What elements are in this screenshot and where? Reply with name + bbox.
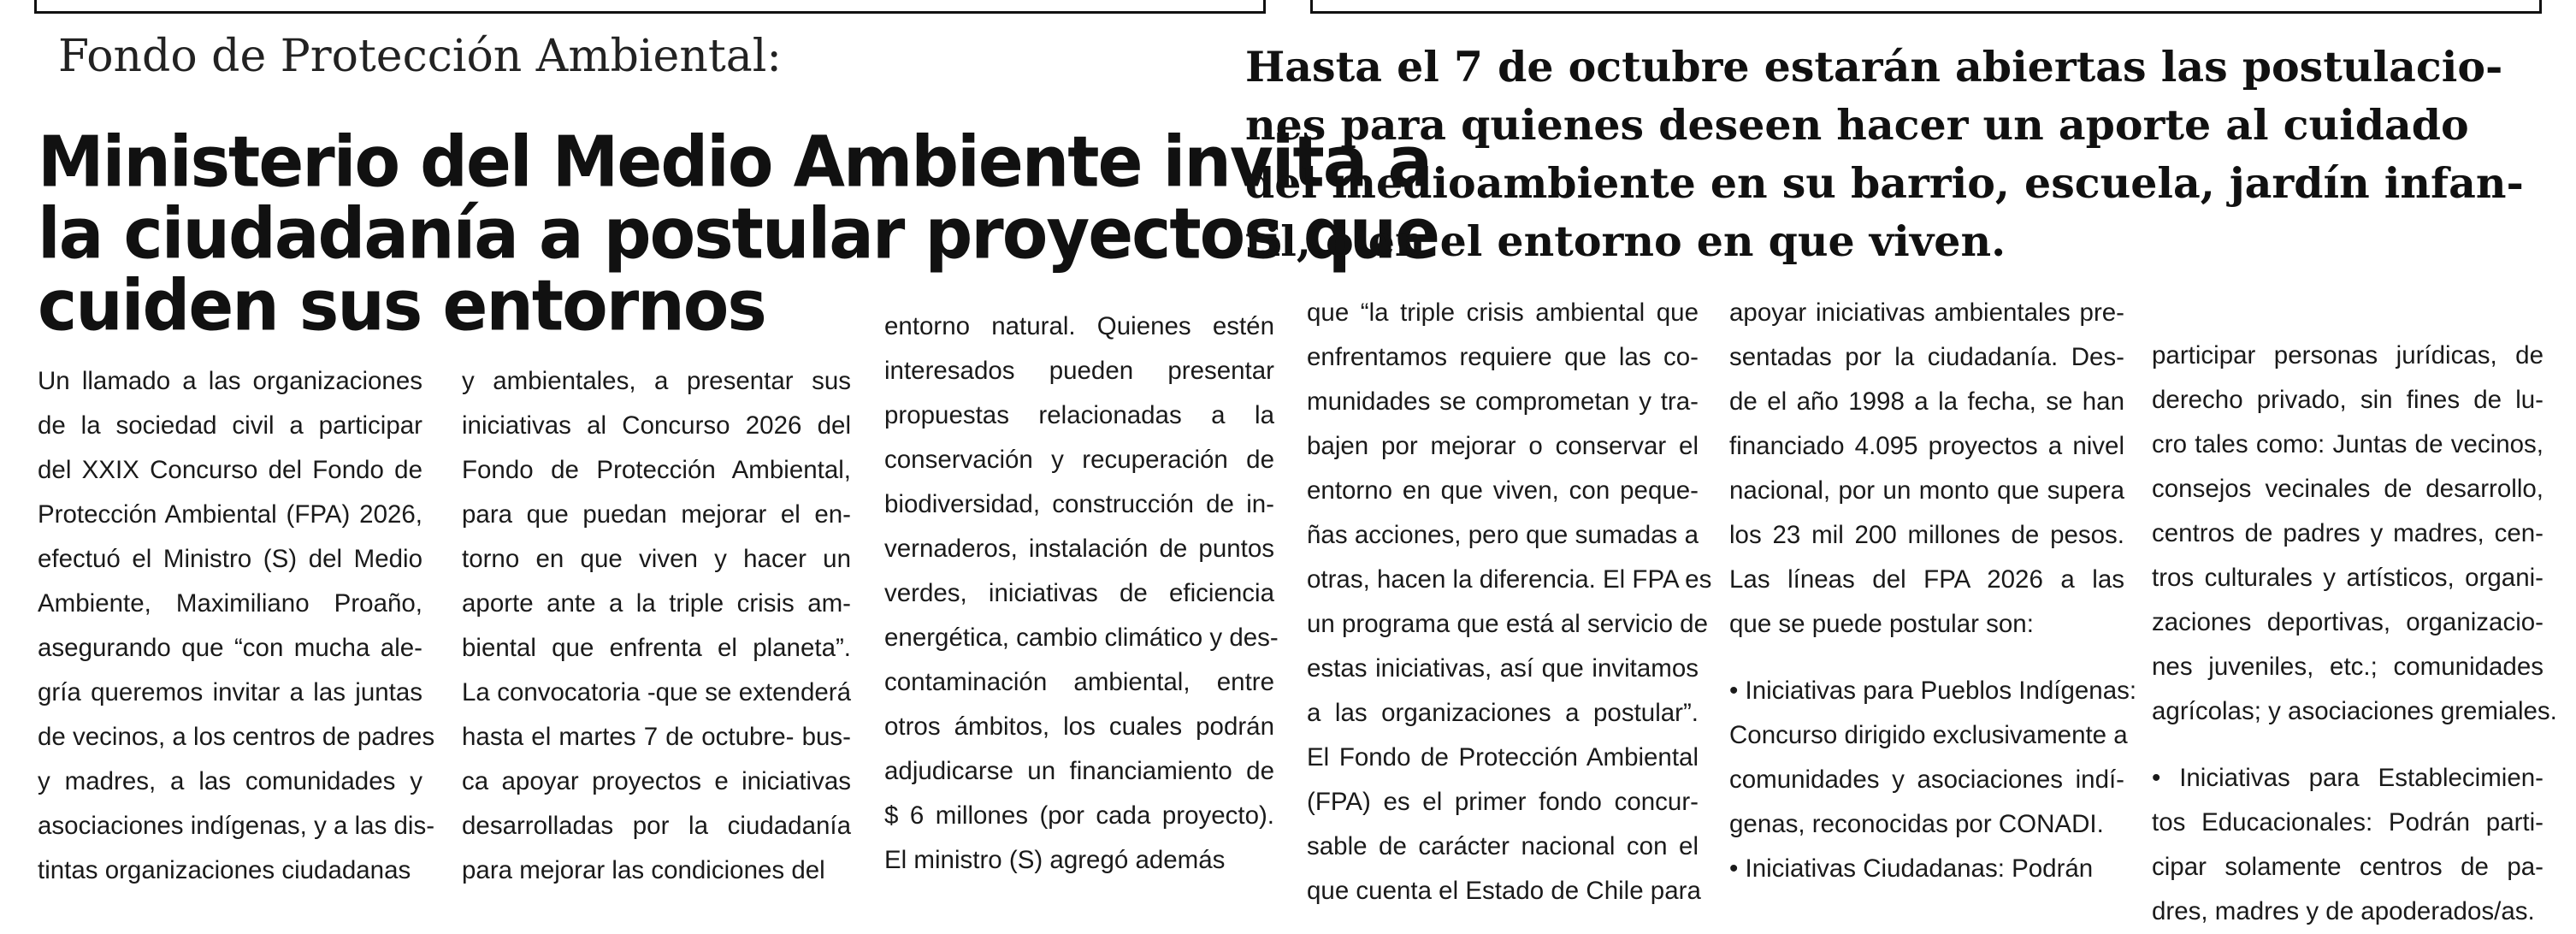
subheadline-line: nes para quienes deseen hacer un aporte al cuidado [1245,100,2469,150]
body-text-line: energética, cambio climático y des- [884,624,1279,652]
body-text-line: participar personas jurídicas, de [2152,341,2544,369]
body-text-line: entorno natural. Quienes estén [884,312,1274,340]
body-text-line: para que puedan mejorar el en- [462,500,851,529]
body-text-line: torno en que viven y hacer un [462,545,851,573]
body-text-line: nes juveniles, etc.; comunidades [2152,653,2544,681]
top-border-right [1310,0,2542,14]
body-column-3 [884,304,1279,883]
body-text-line: para mejorar las condiciones del [462,856,825,884]
body-text-line: bajen por mejorar o conservar el [1307,432,1699,460]
body-text-line: zaciones deportivas, organizacio- [2152,608,2544,636]
body-text-line: ñas acciones, pero que sumadas a [1307,521,1699,549]
body-text-line: La convocatoria -que se extenderá [462,678,851,706]
body-text-line: biental que enfrenta el planeta”. [462,634,851,662]
body-text-line: efectuó el Ministro (S) del Medio [38,545,422,573]
subheadline-line: Hasta el 7 de octubre estarán abiertas las postulacio- [1245,42,2503,92]
body-text-line: que cuenta el Estado de Chile para [1307,877,1701,905]
body-text-line: tros culturales y artísticos, organi- [2152,564,2544,592]
body-text-line: que se puede postular son: [1729,610,2034,638]
body-text-line: consejos vecinales de desarrollo, [2152,475,2544,503]
body-text-line: un programa que está al servicio de [1307,610,1708,638]
body-text-line: genas, reconocidas por CONADI. [1729,810,2104,838]
body-text-line: hasta el martes 7 de octubre- bus- [462,723,851,751]
body-text-line: conservación y recuperación de [884,446,1274,474]
body-text-line: estas iniciativas, así que invitamos [1307,654,1699,683]
body-text-line: asociaciones indígenas, y a las dis- [38,812,435,840]
body-text-line: del XXIX Concurso del Fondo de [38,456,422,484]
body-text-line: entorno en que viven, con peque- [1307,476,1699,505]
body-text-line: a las organizaciones a postular”. [1307,699,1699,727]
body-text-line: y ambientales, a presentar sus [462,367,851,395]
body-text-line: de la sociedad civil a participar [38,411,422,440]
body-text-line: dres, madres y de apoderados/as. [2152,897,2535,925]
body-text-line: sable de carácter nacional con el [1307,832,1699,860]
body-text-line: Ambiente, Maximiliano Proaño, [38,589,422,618]
body-text-line: derecho privado, sin fines de lu- [2152,386,2544,414]
body-text-line: Fondo de Protección Ambiental, [462,456,851,484]
article-subheadline [1245,38,2528,270]
body-text-line: cro tales como: Juntas de vecinos, [2152,430,2544,458]
headline-line: la ciudadanía a postular proyectos que [38,193,1439,275]
body-text-line: interesados pueden presentar [884,357,1274,385]
body-text-line: comunidades y asociaciones indí- [1729,766,2124,794]
body-text-line: gría queremos invitar a las juntas [38,678,422,706]
body-text-line: otras, hacen la diferencia. El FPA es [1307,565,1712,594]
body-text-line: desarrolladas por la ciudadanía [462,812,851,840]
body-text-line [2152,734,2544,756]
body-text-line: adjudicarse un financiamiento de [884,757,1274,785]
body-text-line: sentadas por la ciudadanía. Des- [1729,343,2124,371]
headline-line: Ministerio del Medio Ambiente invita a [38,121,1432,204]
body-text-line: de vecinos, a los centros de padres [38,723,435,751]
body-text-line: propuestas relacionadas a la [884,401,1274,429]
body-column-4 [1307,291,1712,913]
body-text-line: financiado 4.095 proyectos a nivel [1729,432,2124,460]
body-text-line: • Iniciativas para Pueblos Indígenas: [1729,677,2137,705]
body-text-line [1729,647,2124,669]
article-kicker: Fondo de Protección Ambiental: [58,31,782,82]
body-text-line: de el año 1998 a la fecha, se han [1729,387,2124,416]
body-text-line: contaminación ambiental, entre [884,668,1274,696]
headline-line: cuiden sus entornos [38,265,765,347]
body-text-line: centros de padres y madres, cen- [2152,519,2544,547]
body-text-line: agrícolas; y asociaciones gremiales. [2152,697,2557,725]
body-text-line: tos Educacionales: Podrán parti- [2152,808,2544,836]
body-column-2 [462,359,851,893]
body-text-line: cipar solamente centros de pa- [2152,853,2544,881]
body-text-line: Un llamado a las organizaciones [38,367,422,395]
body-text-line: El ministro (S) agregó además [884,846,1226,874]
subheadline-line: del medioambiente en su barrio, escuela, jardín infan- [1245,158,2524,208]
body-text-line: munidades se comprometan y tra- [1307,387,1699,416]
body-text-line: • Iniciativas Ciudadanas: Podrán [1729,854,2094,883]
body-column-5 [1729,291,2137,891]
body-text-line: otros ámbitos, los cuales podrán [884,712,1274,741]
body-text-line: los 23 mil 200 millones de pesos. [1729,521,2124,549]
body-text-line: El Fondo de Protección Ambiental [1307,743,1699,771]
top-border-left [34,0,1266,14]
body-text-line: Protección Ambiental (FPA) 2026, [38,500,422,529]
body-text-line: apoyar iniciativas ambientales pre- [1729,299,2124,327]
body-text-line: y madres, a las comunidades y [38,767,422,795]
body-text-line: biodiversidad, construcción de in- [884,490,1274,518]
body-text-line: ca apoyar proyectos e iniciativas [462,767,851,795]
body-text-line: Concurso dirigido exclusivamente a [1729,721,2128,749]
body-text-line: (FPA) es el primer fondo concur- [1307,788,1699,816]
body-text-line: aporte ante a la triple crisis am- [462,589,851,618]
body-text-line: tintas organizaciones ciudadanas [38,856,411,884]
body-text-line: • Iniciativas para Establecimien- [2152,764,2544,792]
body-column-1 [38,359,435,893]
body-text-line: asegurando que “con mucha ale- [38,634,422,662]
body-column-6 [2152,334,2557,934]
body-text-line: vernaderos, instalación de puntos [884,535,1274,563]
body-text-line: que “la triple crisis ambiental que [1307,299,1699,327]
body-text-line: nacional, por un monto que supera [1729,476,2124,505]
body-text-line: enfrentamos requiere que las co- [1307,343,1699,371]
body-text-line: iniciativas al Concurso 2026 del [462,411,851,440]
body-text-line: $ 6 millones (por cada proyecto). [884,801,1274,830]
subheadline-line: til, o en el entorno en que viven. [1245,216,2006,266]
body-text-line: Las líneas del FPA 2026 a las [1729,565,2124,594]
body-text-line: verdes, iniciativas de eficiencia [884,579,1274,607]
